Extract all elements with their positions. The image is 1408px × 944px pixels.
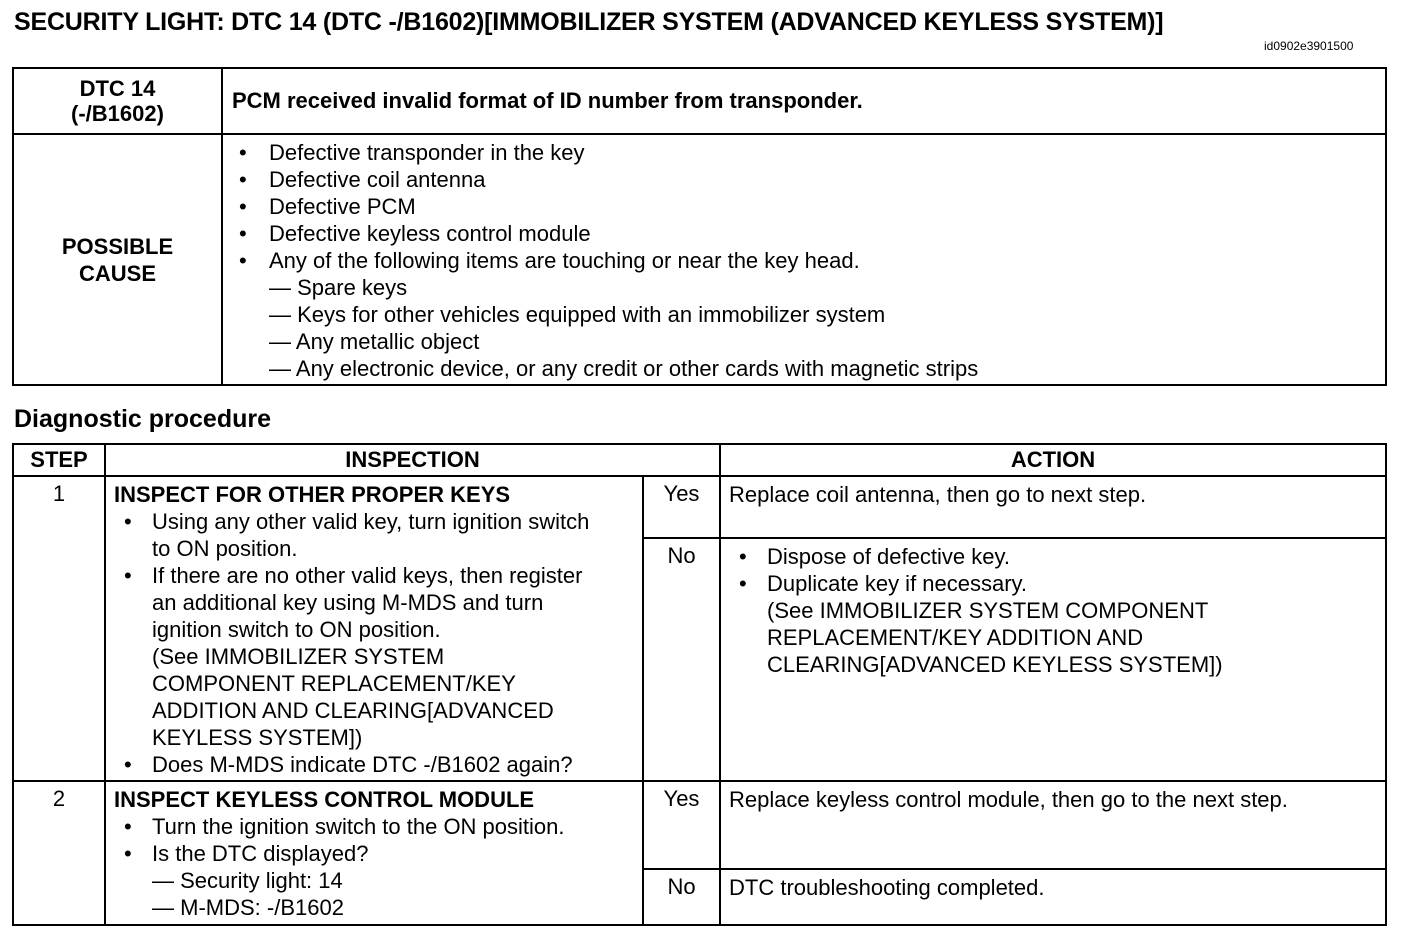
inspection-dash: — M-MDS: -/B1602 bbox=[152, 895, 344, 920]
inspection-title: INSPECT KEYLESS CONTROL MODULE bbox=[114, 787, 535, 812]
cause-item: • Defective PCM bbox=[237, 193, 1385, 220]
table-header bbox=[13, 444, 1386, 476]
table-row bbox=[13, 476, 1386, 538]
cause-item: • Defective transponder in the key bbox=[237, 139, 1385, 166]
possible-cause-label bbox=[13, 134, 222, 385]
header-step: STEP bbox=[13, 444, 105, 476]
step-number: 2 bbox=[13, 781, 105, 925]
sub-cause-item: — Keys for other vehicles equipped with an immobilizer system bbox=[269, 302, 886, 327]
document-id: id0902e3901500 bbox=[1264, 39, 1354, 53]
action-line: REPLACEMENT/KEY ADDITION AND bbox=[767, 625, 1144, 651]
inspection-line: COMPONENT REPLACEMENT/KEY bbox=[152, 671, 516, 696]
dtc-code: DTC 14 bbox=[79, 76, 156, 101]
dtc-row bbox=[13, 68, 1386, 134]
action-line: CLEARING[ADVANCED KEYLESS SYSTEM]) bbox=[767, 652, 1223, 678]
inspection-dash: — Security light: 14 bbox=[152, 868, 343, 893]
cause-item: • Defective keyless control module bbox=[237, 220, 1385, 247]
inspection-bullet: • Is the DTC displayed? bbox=[114, 840, 636, 867]
dtc-description: PCM received invalid format of ID number from transponder. bbox=[222, 68, 1386, 134]
dtc-code-cell bbox=[13, 68, 222, 134]
cause-label-line: CAUSE bbox=[78, 260, 156, 286]
cause-label-line: POSSIBLE bbox=[61, 233, 174, 259]
section-title: Diagnostic procedure bbox=[14, 405, 271, 433]
header-action: ACTION bbox=[720, 444, 1386, 476]
cause-item: • Defective coil antenna bbox=[237, 166, 1385, 193]
inspection-line: (See IMMOBILIZER SYSTEM bbox=[152, 644, 445, 669]
inspection-title: INSPECT FOR OTHER PROPER KEYS bbox=[114, 482, 511, 507]
inspection-bullet: • Does M-MDS indicate DTC -/B1602 again? bbox=[114, 751, 636, 778]
possible-cause-list bbox=[222, 134, 1386, 385]
dtc-table bbox=[12, 67, 1387, 386]
cause-item: • Any of the following items are touching or near the key head. bbox=[237, 247, 1385, 274]
sub-cause-item: — Any electronic device, or any credit or other cards with magnetic strips bbox=[269, 356, 979, 381]
inspection-line: an additional key using M-MDS and turn bbox=[152, 590, 544, 615]
inspection-bullet: • Turn the ignition switch to the ON position. bbox=[114, 813, 636, 840]
action-bullet: • Duplicate key if necessary. bbox=[729, 570, 1379, 597]
diagnostic-table bbox=[12, 443, 1387, 926]
inspection-line: ignition switch to ON position. bbox=[152, 617, 441, 642]
action-line: (See IMMOBILIZER SYSTEM COMPONENT bbox=[767, 598, 1209, 624]
sub-cause-item: — Any metallic object bbox=[269, 329, 480, 354]
possible-cause-row bbox=[13, 134, 1386, 385]
dtc-code-alt: (-/B1602) bbox=[71, 101, 164, 126]
yes-label: Yes bbox=[643, 476, 720, 538]
inspection-line: KEYLESS SYSTEM]) bbox=[152, 725, 363, 750]
header-inspection: INSPECTION bbox=[105, 444, 720, 476]
no-action: DTC troubleshooting completed. bbox=[720, 869, 1386, 925]
yes-action: Replace keyless control module, then go to the next step. bbox=[720, 781, 1386, 869]
action-bullet: • Dispose of defective key. bbox=[729, 543, 1379, 570]
inspection-line: to ON position. bbox=[152, 536, 298, 561]
inspection-bullet: • If there are no other valid keys, then register bbox=[114, 562, 636, 589]
yes-action: Replace coil antenna, then go to next step. bbox=[720, 476, 1386, 538]
yes-label: Yes bbox=[643, 781, 720, 869]
sub-cause-item: — Spare keys bbox=[269, 275, 408, 300]
no-label: No bbox=[643, 538, 720, 781]
inspection-cell bbox=[105, 781, 643, 925]
table-row bbox=[13, 781, 1386, 869]
step-number: 1 bbox=[13, 476, 105, 781]
inspection-line: ADDITION AND CLEARING[ADVANCED bbox=[152, 698, 554, 723]
page-title: SECURITY LIGHT: DTC 14 (DTC -/B1602)[IMMOBILIZER SYSTEM (ADVANCED KEYLESS SYSTEM)] bbox=[14, 8, 1164, 36]
inspection-bullet: • Using any other valid key, turn ignition switch bbox=[114, 508, 636, 535]
no-action bbox=[720, 538, 1386, 781]
no-label: No bbox=[643, 869, 720, 925]
inspection-cell bbox=[105, 476, 643, 781]
